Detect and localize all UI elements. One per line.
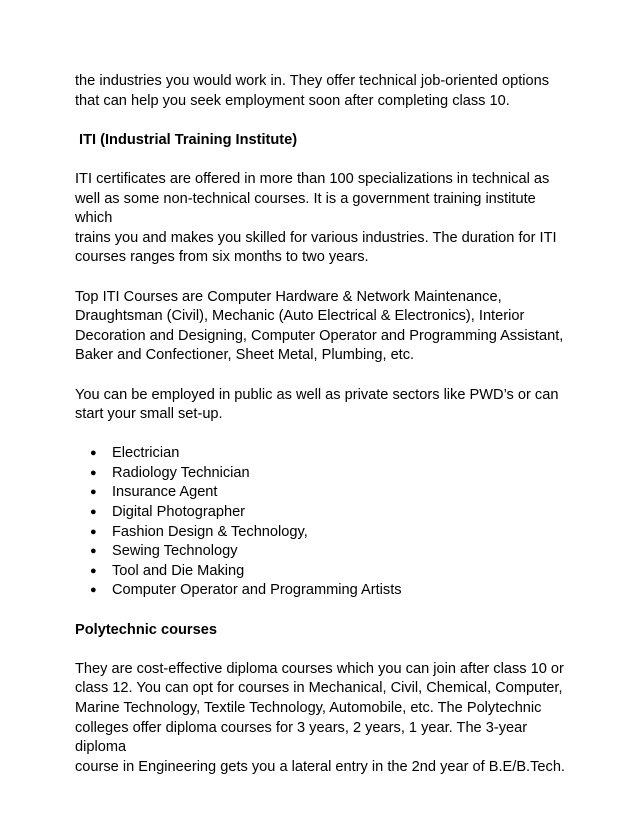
text-line: start your small set-up. [75,406,223,423]
text-line: Top ITI Courses are Computer Hardware & Network Maintenance, [75,288,502,305]
bullet-icon: ● [90,447,97,460]
text-line: You can be employed in public as well as private sectors like PWD’s or can [75,386,559,403]
intro-paragraph [75,72,575,111]
list-item [75,542,575,562]
document-page [75,72,575,777]
text-line: Baker and Confectioner, Sheet Metal, Plumbing, etc. [75,347,415,364]
list-item-label: Digital Photographer [112,504,246,521]
list-item-label: Fashion Design & Technology, [112,523,308,540]
list-item [75,503,575,523]
list-item-label: Tool and Die Making [112,562,245,579]
text-line: They are cost-effective diploma courses which you can join after class 10 or [75,660,564,677]
iti-heading: ITI (Industrial Training Institute) [75,131,298,148]
text-line: Decoration and Designing, Computer Operator and Programming Assistant, [75,327,564,344]
list-item-label: Electrician [112,445,180,462]
iti-employment-paragraph [75,386,575,425]
text-line: well as some non-technical courses. It is a government training institute which [75,190,536,227]
text-line: colleges offer diploma courses for 3 years, 2 years, 1 year. The 3-year diploma [75,719,528,756]
bullet-icon: ● [90,564,97,577]
career-list [75,444,575,601]
list-item-label: Sewing Technology [112,543,238,560]
iti-description-paragraph [75,170,575,268]
polytechnic-heading: Polytechnic courses [75,621,217,638]
text-line: ITI certificates are offered in more than 100 specializations in technical as [75,170,550,187]
bullet-icon: ● [90,584,97,597]
bullet-icon: ● [90,506,97,519]
list-item-label: Radiology Technician [112,464,250,481]
bullet-icon: ● [90,466,97,479]
list-item [75,562,575,582]
text-line: Marine Technology, Textile Technology, Automobile, etc. The Polytechnic [75,700,542,716]
bullet-icon: ● [90,525,97,538]
list-item [75,581,575,601]
bullet-icon: ● [90,486,97,499]
text-line: trains you and makes you skilled for various industries. The duration for ITI [75,229,557,246]
text-line: class 12. You can opt for courses in Mechanical, Civil, Chemical, Computer, [75,680,563,697]
text-line: Draughtsman (Civil), Mechanic (Auto Electrical & Electronics), Interior [75,308,525,325]
list-item-label: Computer Operator and Programming Artists [112,582,402,599]
text-line: the industries you would work in. They offer technical job-oriented options [75,73,550,89]
text-line: that can help you seek employment soon after completing class 10. [75,92,510,109]
list-item [75,483,575,503]
polytechnic-paragraph [75,660,575,778]
list-item [75,464,575,484]
text-line: course in Engineering gets you a lateral entry in the 2nd year of B.E/B.Tech. [75,758,565,775]
list-item [75,444,575,464]
bullet-icon: ● [90,545,97,558]
list-item-label: Insurance Agent [112,484,218,501]
list-item [75,523,575,543]
text-line: courses ranges from six months to two years. [75,249,369,266]
iti-courses-paragraph [75,288,575,366]
